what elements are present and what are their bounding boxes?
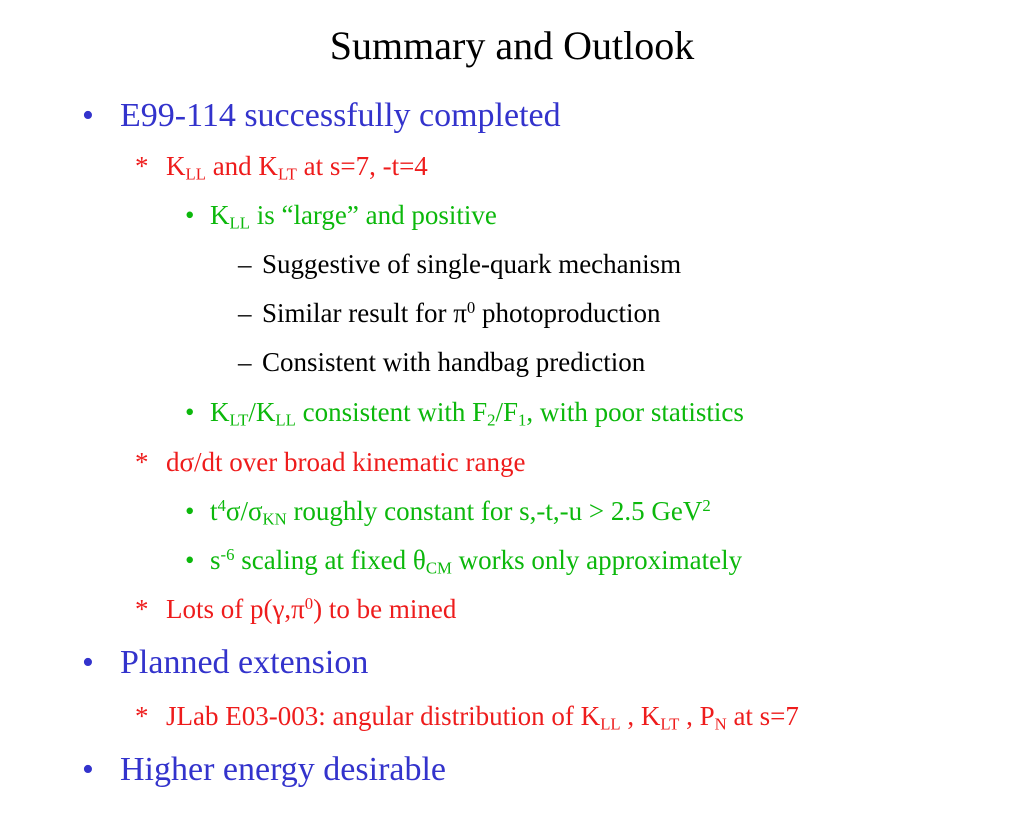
- bullet-higher-energy: [120, 750, 446, 790]
- text-part: and K: [205, 151, 278, 181]
- star-marker: *: [135, 447, 149, 477]
- superscript: -6: [220, 544, 235, 564]
- bullet-marker: •: [185, 496, 195, 526]
- text-part: works only approximately: [451, 545, 743, 575]
- superscript: 2: [702, 495, 711, 515]
- subscript: CM: [425, 558, 452, 578]
- slide-title: Summary and Outlook: [329, 23, 695, 68]
- subscript: LL: [600, 714, 621, 734]
- point-s-scaling: [210, 544, 742, 576]
- text-part: , K: [620, 701, 661, 731]
- bullet-marker: •: [82, 97, 94, 134]
- subitem-kll-klt: [166, 150, 428, 182]
- bullet-text: Planned extension: [120, 644, 369, 681]
- point-klt-kll-ratio: [210, 396, 744, 428]
- subscript: 1: [518, 410, 527, 430]
- text-part: /K: [248, 397, 276, 427]
- star-marker: *: [135, 151, 149, 181]
- text-part: roughly constant for s,-t,-u > 2.5 GeV: [286, 496, 703, 526]
- text-part: Consistent with handbag prediction: [262, 347, 646, 377]
- subscript: N: [714, 714, 727, 734]
- text-part: K: [210, 397, 230, 427]
- subscript: LL: [185, 164, 206, 184]
- subscript: LL: [275, 410, 296, 430]
- dash-marker: –: [238, 249, 252, 279]
- star-marker: *: [135, 701, 149, 731]
- subscript: LT: [229, 410, 249, 430]
- point-kll-large: [210, 199, 497, 231]
- superscript: 0: [304, 593, 314, 613]
- dash-marker: –: [238, 347, 252, 377]
- bullet-marker: •: [82, 644, 94, 681]
- detail-handbag: [262, 346, 645, 378]
- text-part: scaling at fixed θ: [234, 545, 426, 575]
- subitem-lots-of-data: [166, 593, 456, 625]
- superscript: 4: [217, 495, 226, 515]
- text-part: Lots of p(γ,π: [166, 594, 305, 624]
- text-part: Similar result for π: [262, 298, 467, 328]
- text-part: consistent with F: [295, 397, 488, 427]
- text-part: ) to be mined: [313, 594, 457, 624]
- text-part: s: [210, 545, 221, 575]
- subitem-jlab-e03-003: [166, 700, 799, 732]
- subscript: 2: [487, 410, 496, 430]
- bullet-marker: •: [185, 397, 195, 427]
- text-part: /F: [495, 397, 519, 427]
- detail-pi0-photoproduction: [262, 297, 660, 329]
- dash-marker: –: [238, 298, 252, 328]
- subscript: LT: [277, 164, 297, 184]
- text-part: at s=7: [726, 701, 799, 731]
- text-part: photoproduction: [475, 298, 661, 328]
- bullet-marker: •: [185, 545, 195, 575]
- text-part: JLab E03-003: angular distribution of K: [166, 701, 601, 731]
- star-marker: *: [135, 594, 149, 624]
- text-part: K: [166, 151, 186, 181]
- subscript: KN: [262, 509, 287, 529]
- bullet-planned-extension: [120, 643, 368, 683]
- text-part: Suggestive of single-quark mechanism: [262, 249, 682, 279]
- text-part: , with poor statistics: [526, 397, 744, 427]
- text-part: t: [210, 496, 218, 526]
- bullet-e99-114: [120, 96, 561, 136]
- text-part: σ/σ: [225, 496, 263, 526]
- subscript: LT: [660, 714, 680, 734]
- subitem-dsigma-dt: [166, 446, 525, 478]
- text-part: , P: [679, 701, 715, 731]
- superscript: 0: [466, 297, 476, 317]
- bullet-text: E99-114 successfully completed: [120, 97, 561, 134]
- bullet-text: Higher energy desirable: [120, 751, 447, 788]
- subscript: LL: [229, 213, 250, 233]
- bullet-marker: •: [82, 751, 94, 788]
- bullet-marker: •: [185, 200, 195, 230]
- text-part: is “large” and positive: [249, 200, 497, 230]
- point-t4-sigma: [210, 495, 711, 527]
- detail-single-quark: [262, 248, 681, 280]
- text-part: at s=7, -t=4: [296, 151, 428, 181]
- text-part: K: [210, 200, 230, 230]
- text-part: dσ/dt over broad kinematic range: [166, 447, 526, 477]
